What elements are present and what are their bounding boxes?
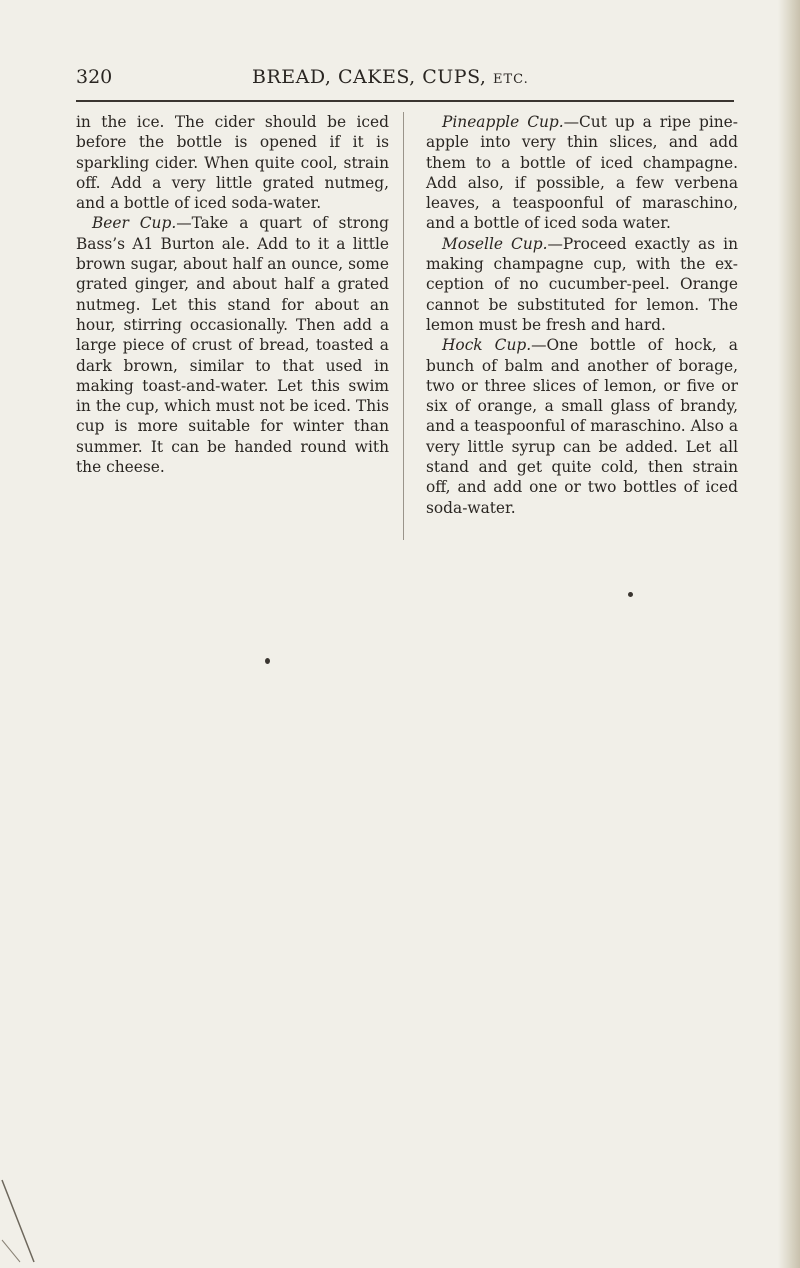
right-column [426,112,738,518]
header-rule [76,100,734,102]
pineapple-cup-text: —Cut up a ripe pineapple into very thin slices, and add them to a bottle of iced champagne. Add also, if possible, a few verbena leaves, a teaspoonful of maraschino, and a bottle of iced soda water. [426,113,738,233]
ink-speck [265,658,270,664]
running-title-suffix: ETC. [493,72,529,87]
page-corner-mark [0,1178,60,1268]
page-edge-shadow [778,0,800,1268]
hock-cup-text: —One bottle of hock, a bunch of balm and another of borage, two or three slices of lemon, or five or six of orange, a small glass of brandy, and a teaspoonful of maraschino. Also a very little syrup can be added. Let all stand and get quite cold, then strain off, and add one or two bottles of iced soda-water. [426,336,738,517]
running-header [76,66,716,98]
pineapple-cup-recipe [426,112,738,234]
left-column [76,112,389,477]
column-divider [403,112,404,540]
moselle-cup-recipe [426,234,738,335]
ink-speck [628,592,633,597]
moselle-cup-title: Moselle Cup. [442,234,548,253]
beer-cup-text: —Take a quart of strong Bass’s A1 Burton ale. Add to it a little brown sugar, about half an ounce, some grated ginger, and about half a grated nutmeg. Let this stand for about an hour, stirring occasionally. Then add a large piece of crust of bread, toasted a dark brown, similar to that used in making toast-and-water. Let this swim in the cup, which must not be iced. This cup is more suitable for winter than summer. It can be handed round with the cheese. [76,214,389,477]
hock-cup-title: Hock Cup. [442,336,532,355]
running-title-text: BREAD, CAKES, CUPS, [252,66,487,88]
hock-cup-recipe [426,335,738,518]
beer-cup-title: Beer Cup. [92,214,177,233]
continued-paragraph: in the ice. The cider should be iced before the bottle is opened if it is sparkling cider. When quite cool, strain off. Add a very little grated nutmeg, and a bottle of iced soda-water. [76,113,389,213]
beer-cup-recipe [76,213,389,477]
running-title [252,66,529,88]
moselle-cup-text: —Proceed exactly as in making champagne cup, with the exception of no cucumber-peel. Orange cannot be substituted for lemon. The lemon must be fresh and hard. [426,234,739,334]
page-number: 320 [76,66,113,88]
pineapple-cup-title: Pineapple Cup. [442,113,564,131]
